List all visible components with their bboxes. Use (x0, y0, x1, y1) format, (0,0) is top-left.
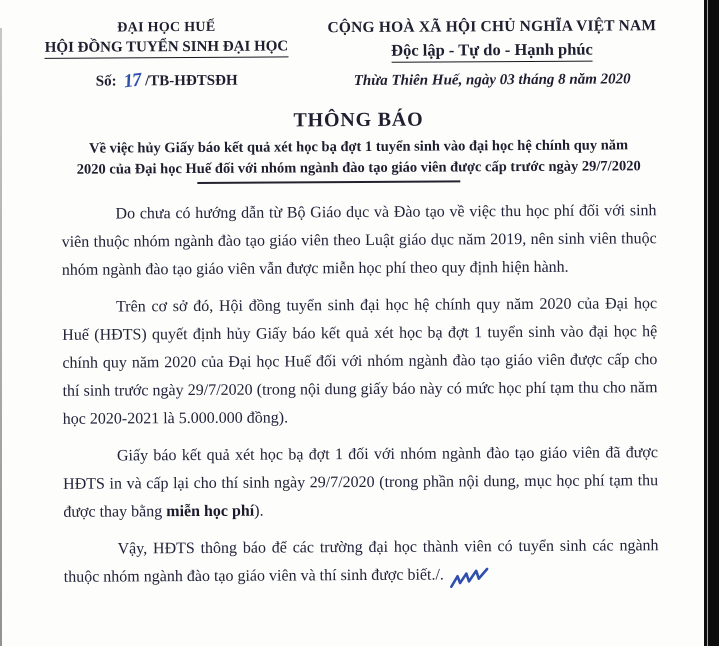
paragraph-3-bold-phrase: miễn học phí (166, 502, 255, 521)
document-body (0, 197, 719, 592)
paragraph-3 (63, 439, 659, 527)
paragraph-3-text: Giấy báo kết quả xét học bạ đợt 1 đối với nhóm ngành đào tạo giáo viên đã được HĐTS in và cấp lại cho thí sinh ngày 29/7/2020 (trong phần nội dung, mục học phí tạm thu được thay bằng (63, 444, 659, 521)
paragraph-2: Trên cơ sở đó, Hội đồng tuyển sinh đại học hệ chính quy năm 2020 của Đại học Huế (HĐTS) quyết định hủy Giấy báo kết quả xét học bạ đợt 1 tuyển sinh vào đại học hệ chính quy năm 2020 của Đại học Huế đối với nhóm ngành đào tạo giáo viên được cấp cho thí sinh trước ngày 29/7/2020 (trong nội dung giấy báo này có mức học phí tạm thu cho năm học 2020-2021 là 5.000.000 đồng). (62, 295, 658, 428)
number-label: Số: (95, 73, 117, 90)
document-title: THÔNG BÁO (293, 108, 424, 132)
scan-edge-band (704, 0, 719, 646)
issuing-agency-block (26, 19, 306, 92)
document-subtitle (0, 135, 718, 185)
scan-edge-line-left (0, 28, 2, 646)
subtitle-line-1: Về việc hủy Giấy báo kết quả xét học bạ đợt 1 tuyển sinh vào đại học hệ chính quy năm (89, 137, 629, 157)
number-suffix: /TB-HĐTSĐH (145, 72, 238, 90)
place-and-date: Thừa Thiên Huế, ngày 03 tháng 8 năm 2020 (353, 71, 631, 90)
handwritten-number: 17 (122, 69, 142, 93)
national-title: CỘNG HOÀ XÃ HỘI CHỦ NGHĨA VIỆT NAM (327, 17, 657, 37)
subtitle-underline (197, 180, 460, 184)
organization-name: HỘI ĐỒNG TUYỂN SINH ĐẠI HỌC (26, 38, 306, 59)
document-header (0, 17, 718, 92)
paragraph-3-closing: ). (254, 502, 264, 520)
parent-organization: ĐẠI HỌC HUẾ (117, 19, 216, 36)
national-header-block (306, 17, 677, 90)
document-number (27, 68, 307, 92)
paragraph-4 (63, 532, 658, 592)
national-motto: Độc lập - Tự do - Hạnh phúc (306, 39, 677, 63)
paragraph-4-text: Vậy, HĐTS thông báo để các trường đại học thành viên có tuyển sinh các ngành thuộc nhóm ngành đào tạo giáo viên và thí sinh được biết./. (63, 537, 659, 586)
subtitle-line-2: 2020 của Đại học Huế đối với nhóm ngành đào tạo giáo viên được cấp trước ngày 29/7/2020 (76, 158, 641, 178)
paragraph-1: Do chưa có hướng dẫn từ Bộ Giáo dục và Đào tạo về việc thu học phí đối với sinh viên thuộc nhóm ngành đào tạo giáo viên theo Luật giáo dục năm 2019, nên sinh viên thuộc nhóm ngành đào tạo giáo viên vẫn được miễn học phí theo quy định hiện hành. (61, 202, 657, 279)
signature-initials-squiggle (448, 566, 492, 591)
